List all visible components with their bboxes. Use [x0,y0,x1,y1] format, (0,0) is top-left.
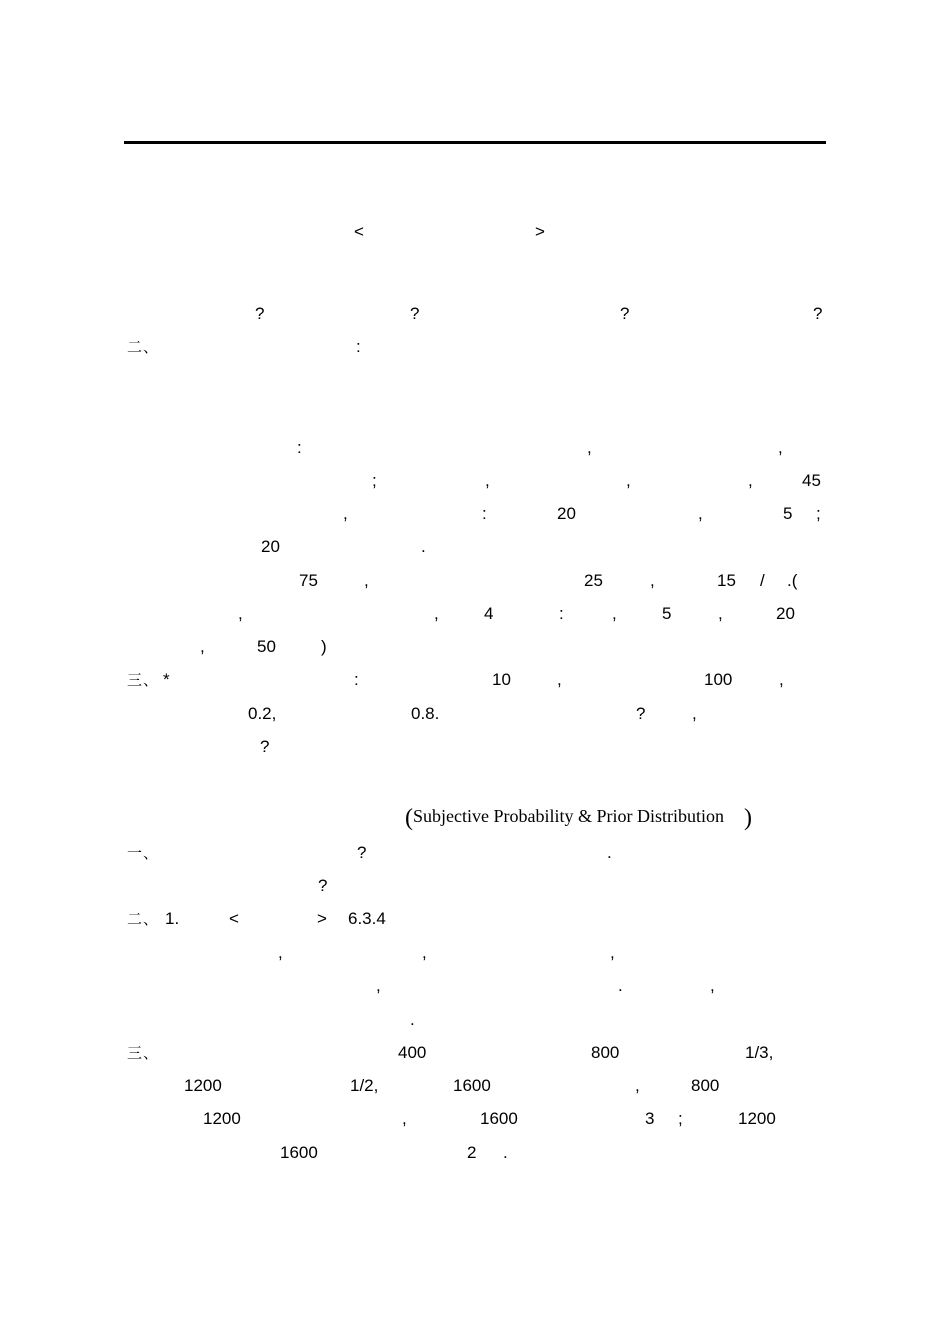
text-fragment: 45 [802,471,821,490]
text-fragment: , [698,504,703,523]
text-fragment: ? [410,304,420,323]
text-fragment: ? [620,304,630,323]
text-fragment: 25 [584,571,603,590]
text-line [0,504,950,530]
text-fragment: 2 [467,1143,477,1162]
text-fragment: 1. [165,909,180,928]
text-line [0,438,950,464]
text-fragment: , [238,604,243,623]
text-fragment: 75 [299,571,318,590]
text-line [0,909,950,935]
text-fragment: : [354,670,359,689]
text-fragment: 二、 [127,910,160,928]
text-line [0,943,950,969]
text-fragment: ; [816,504,821,523]
text-fragment: , [718,604,723,623]
text-fragment: < [229,909,239,928]
text-fragment: , [610,943,615,962]
text-fragment: 50 [257,637,276,656]
text-fragment: , [635,1076,640,1095]
text-fragment: ; [372,471,377,490]
text-fragment: 20 [776,604,795,623]
text-fragment: 10 [492,670,511,689]
text-line [0,876,950,902]
text-fragment: , [650,571,655,590]
text-fragment: 5 [662,604,672,623]
text-fragment: 1600 [280,1143,318,1162]
text-line [0,304,950,330]
text-line [0,737,950,763]
text-fragment: , [612,604,617,623]
text-fragment: 1200 [203,1109,241,1128]
text-fragment: , [402,1109,407,1128]
text-fragment: 20 [557,504,576,523]
text-fragment: , [557,670,562,689]
text-fragment: . [410,1010,415,1029]
text-fragment: : [482,504,487,523]
text-fragment: 1600 [480,1109,518,1128]
text-fragment: 800 [591,1043,620,1062]
text-fragment: ? [318,876,328,895]
text-fragment: . [618,976,623,995]
text-fragment: ; [678,1109,683,1128]
text-fragment: ) [321,637,327,656]
text-fragment: 0.2, [248,704,277,723]
text-fragment: 15 [717,571,736,590]
text-fragment: , [710,976,715,995]
text-fragment: 400 [398,1043,427,1062]
text-fragment: : [559,604,564,623]
text-line [0,537,950,563]
text-line [0,1143,950,1169]
text-line [0,222,950,248]
text-line [0,843,950,869]
text-line [0,337,950,363]
text-fragment: 0.8. [411,704,440,723]
text-line [0,1043,950,1069]
text-fragment: 三、 [127,671,160,689]
text-line [0,1010,950,1036]
text-fragment: , [200,637,205,656]
text-fragment: , [587,438,592,457]
text-fragment: 100 [704,670,733,689]
text-line [0,471,950,497]
text-fragment: < [354,222,364,241]
text-fragment: 3 [645,1109,655,1128]
text-fragment: 三、 [127,1044,160,1062]
text-fragment: ? [813,304,823,323]
text-fragment: 20 [261,537,280,556]
text-fragment: . [503,1143,508,1162]
text-fragment: : [356,337,361,356]
text-fragment: .( [787,571,798,590]
text-line [0,1076,950,1102]
text-fragment: 1200 [184,1076,222,1095]
text-fragment: 4 [484,604,494,623]
text-fragment: , [692,704,697,723]
text-fragment: ( [405,805,413,831]
text-line [0,637,950,663]
text-fragment: : [297,438,302,457]
text-fragment: 1600 [453,1076,491,1095]
text-fragment: , [778,438,783,457]
text-fragment: , [434,604,439,623]
text-fragment: > [317,909,327,928]
text-fragment: ? [255,304,265,323]
text-fragment: ? [357,843,367,862]
text-fragment: , [485,471,490,490]
text-line [0,976,950,1002]
text-fragment: . [421,537,426,556]
text-fragment: > [535,222,545,241]
text-fragment: 1/3, [745,1043,774,1062]
text-line [0,704,950,730]
text-fragment: 800 [691,1076,720,1095]
text-fragment: 二、 [127,338,160,356]
text-fragment: , [376,976,381,995]
text-fragment: / [760,571,765,590]
text-fragment: . [607,843,612,862]
text-fragment: , [779,670,784,689]
text-line [0,571,950,597]
text-line [0,670,950,696]
text-line [0,604,950,630]
text-fragment: 一、 [127,844,160,862]
text-fragment: Subjective Probability & Prior Distribution [413,806,724,826]
text-fragment: * [163,670,170,689]
text-fragment: ) [744,805,752,831]
text-fragment: , [626,471,631,490]
text-fragment: , [364,571,369,590]
text-fragment: , [343,504,348,523]
text-fragment: 5 [783,504,793,523]
header-rule [124,141,826,144]
text-fragment: ? [260,737,270,756]
text-line [0,1109,950,1135]
text-fragment: 1200 [738,1109,776,1128]
text-fragment: 1/2, [350,1076,379,1095]
text-line [0,806,950,832]
text-fragment: , [278,943,283,962]
text-fragment: ? [636,704,646,723]
text-fragment: 6.3.4 [348,909,386,928]
text-fragment: , [748,471,753,490]
text-fragment: , [422,943,427,962]
